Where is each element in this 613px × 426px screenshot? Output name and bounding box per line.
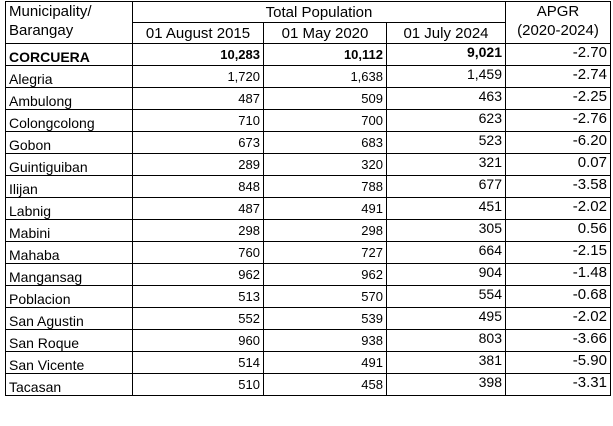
population-table xyxy=(5,1,611,396)
row-pop-2020: 683 xyxy=(264,132,387,154)
row-pop-2020: 298 xyxy=(264,220,387,242)
row-apgr: -0.68 xyxy=(506,286,611,308)
row-name: Gobon xyxy=(6,132,133,154)
row-pop-2015: 289 xyxy=(133,154,264,176)
row-name: Ilijan xyxy=(6,176,133,198)
row-apgr: 0.56 xyxy=(506,220,611,242)
row-pop-2024: 904 xyxy=(387,264,506,286)
table-row xyxy=(6,286,611,308)
row-pop-2024: 463 xyxy=(387,88,506,110)
row-name: Labnig xyxy=(6,198,133,220)
row-apgr: -3.58 xyxy=(506,176,611,198)
row-pop-2015: 962 xyxy=(133,264,264,286)
row-name: Mangansag xyxy=(6,264,133,286)
row-apgr: -2.15 xyxy=(506,242,611,264)
row-pop-2015: 673 xyxy=(133,132,264,154)
table-row xyxy=(6,264,611,286)
row-pop-2024: 664 xyxy=(387,242,506,264)
table-row-total xyxy=(6,44,611,66)
row-pop-2015: 848 xyxy=(133,176,264,198)
row-pop-2020: 938 xyxy=(264,330,387,352)
table-row xyxy=(6,374,611,396)
row-pop-2015: 298 xyxy=(133,220,264,242)
header-municipality-barangay xyxy=(6,2,133,44)
row-pop-2015: 510 xyxy=(133,374,264,396)
row-apgr: 0.07 xyxy=(506,154,611,176)
row-pop-2015: 514 xyxy=(133,352,264,374)
row-pop-2020: 491 xyxy=(264,352,387,374)
row-name: CORCUERA xyxy=(6,44,133,66)
row-name: Colongcolong xyxy=(6,110,133,132)
row-name: Tacasan xyxy=(6,374,133,396)
row-pop-2024: 523 xyxy=(387,132,506,154)
row-pop-2020: 10,112 xyxy=(264,44,387,66)
row-pop-2015: 487 xyxy=(133,88,264,110)
row-pop-2015: 10,283 xyxy=(133,44,264,66)
row-pop-2024: 495 xyxy=(387,308,506,330)
table-row xyxy=(6,220,611,242)
row-pop-2020: 458 xyxy=(264,374,387,396)
table-row xyxy=(6,110,611,132)
row-apgr: -2.76 xyxy=(506,110,611,132)
row-name: Mabini xyxy=(6,220,133,242)
row-pop-2015: 960 xyxy=(133,330,264,352)
row-apgr: -3.66 xyxy=(506,330,611,352)
row-pop-2020: 539 xyxy=(264,308,387,330)
row-pop-2024: 677 xyxy=(387,176,506,198)
row-pop-2024: 305 xyxy=(387,220,506,242)
row-apgr: -2.02 xyxy=(506,308,611,330)
table-row xyxy=(6,308,611,330)
row-pop-2024: 321 xyxy=(387,154,506,176)
row-pop-2024: 1,459 xyxy=(387,66,506,88)
header-date-2015: 01 August 2015 xyxy=(133,23,264,44)
row-apgr: -2.25 xyxy=(506,88,611,110)
row-pop-2015: 487 xyxy=(133,198,264,220)
row-apgr: -6.20 xyxy=(506,132,611,154)
row-pop-2020: 509 xyxy=(264,88,387,110)
row-pop-2024: 9,021 xyxy=(387,44,506,66)
row-name: Alegria xyxy=(6,66,133,88)
table-row xyxy=(6,88,611,110)
table-body xyxy=(6,44,611,396)
row-name: San Agustin xyxy=(6,308,133,330)
row-pop-2015: 1,720 xyxy=(133,66,264,88)
header-barangay: Barangay xyxy=(9,22,74,39)
table-row xyxy=(6,198,611,220)
row-pop-2024: 451 xyxy=(387,198,506,220)
row-pop-2020: 1,638 xyxy=(264,66,387,88)
row-pop-2015: 513 xyxy=(133,286,264,308)
row-pop-2020: 727 xyxy=(264,242,387,264)
header-apgr-cell xyxy=(506,2,611,44)
table-row xyxy=(6,242,611,264)
row-pop-2020: 962 xyxy=(264,264,387,286)
row-pop-2024: 623 xyxy=(387,110,506,132)
row-name: Ambulong xyxy=(6,88,133,110)
header-apgr: APGR xyxy=(536,3,580,20)
table-row xyxy=(6,352,611,374)
table-row xyxy=(6,154,611,176)
row-pop-2020: 320 xyxy=(264,154,387,176)
row-name: Poblacion xyxy=(6,286,133,308)
row-pop-2024: 398 xyxy=(387,374,506,396)
row-pop-2024: 554 xyxy=(387,286,506,308)
row-pop-2020: 700 xyxy=(264,110,387,132)
row-pop-2015: 710 xyxy=(133,110,264,132)
row-apgr: -2.74 xyxy=(506,66,611,88)
row-pop-2015: 552 xyxy=(133,308,264,330)
header-apgr-period: (2020-2024) xyxy=(517,22,599,39)
row-pop-2020: 570 xyxy=(264,286,387,308)
row-apgr: -2.02 xyxy=(506,198,611,220)
table-row xyxy=(6,330,611,352)
header-date-2020: 01 May 2020 xyxy=(264,23,387,44)
row-name: San Vicente xyxy=(6,352,133,374)
row-name: Mahaba xyxy=(6,242,133,264)
row-pop-2024: 381 xyxy=(387,352,506,374)
row-pop-2024: 803 xyxy=(387,330,506,352)
row-apgr: -1.48 xyxy=(506,264,611,286)
table-row xyxy=(6,176,611,198)
header-total-population: Total Population xyxy=(133,2,506,23)
row-apgr: -3.31 xyxy=(506,374,611,396)
row-apgr: -2.70 xyxy=(506,44,611,66)
row-pop-2020: 491 xyxy=(264,198,387,220)
table-row xyxy=(6,132,611,154)
header-date-2024: 01 July 2024 xyxy=(387,23,506,44)
row-name: Guintiguiban xyxy=(6,154,133,176)
header-municipality: Municipality/ xyxy=(9,3,92,20)
row-pop-2020: 788 xyxy=(264,176,387,198)
row-apgr: -5.90 xyxy=(506,352,611,374)
row-name: San Roque xyxy=(6,330,133,352)
table-row xyxy=(6,66,611,88)
row-pop-2015: 760 xyxy=(133,242,264,264)
